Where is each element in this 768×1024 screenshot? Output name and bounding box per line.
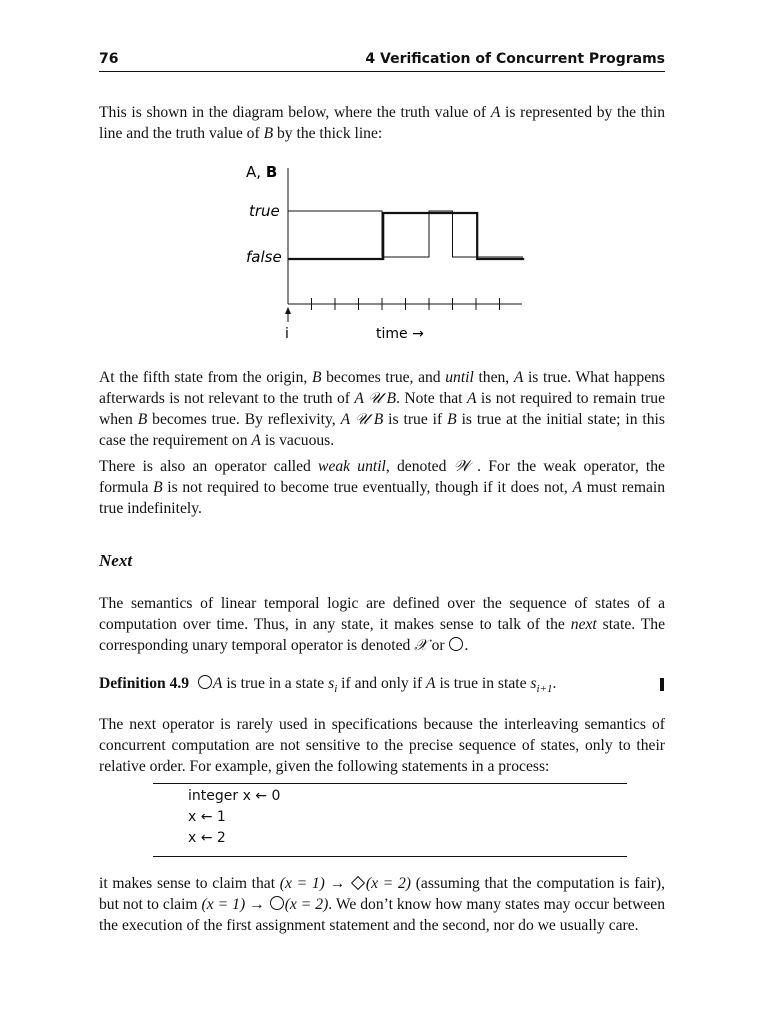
code-line-2: x ← 1 [188,809,226,825]
page-number: 76 [99,51,119,67]
next-paragraph: The semantics of linear temporal logic are defined over the sequence of states of a computation over time. Thus, in any state, it makes sense to talk of the next state. The corresponding unary temporal operator is denoted 𝒳 or . [99,595,666,654]
chapter-title: 4 Verification of Concurrent Programs [365,51,665,67]
until-paragraph: At the fifth state from the origin, B becomes true, and until then, A is true. What happens afterwards is not relevant to the truth of A 𝒰 B. Note that A is not required to remain true when B becomes true. By reflexivity, A 𝒰 B is true if B is true at the initial state; in this case the requirement on A is vacuous. [99,369,665,449]
origin-arrow-head [285,307,291,314]
next-operator-circle-icon [270,896,284,910]
axis-label: A, B [246,163,278,181]
weak-until-paragraph: There is also an operator called weak until, denoted 𝒲 . For the weak operator, the formula B is not required to become true eventually, though if it does not, A must remain true indefinitely. [99,458,666,517]
false-label: false [246,248,282,266]
truth-value-diagram [234,160,564,350]
next-operator-circle-icon [449,637,463,651]
definition-4-9: Definition 4.9 A is true in a state $s_i$ if and only if A is true in state $s_{i+1}$. [99,675,557,696]
thin-line-A [288,211,523,257]
rare-usage-paragraph: The next operator is rarely used in specifications because the interleaving semantics of concurrent computation are not sensitive to the precise sequence of states, only to their relative order. For example, given the following statements in a process: [99,716,665,775]
origin-label: i [285,326,289,342]
definition-end-mark [660,678,664,691]
code-line-1: integer x ← 0 [188,788,281,804]
next-operator-circle-icon [198,675,212,689]
code-block [153,783,627,857]
definition-label: Definition 4.9 [99,675,190,692]
true-label: true [249,202,280,220]
final-paragraph: it makes sense to claim that (x = 1) → (x = 2) (assuming that the computation is fair), but not to claim (x = 1) → (x = 2). We don’t know how many states may occur between the execution of the first assignment statement and the second, nor do we usually care. [99,875,665,934]
intro-paragraph: This is shown in the diagram below, where the truth value of A is represented by the thin line and the truth value of B by the thick line: [99,104,665,142]
section-heading-next: Next [99,551,133,570]
eventually-diamond-icon [351,876,365,890]
running-header [99,50,665,72]
thick-line-B [288,213,524,259]
code-line-3: x ← 2 [188,830,226,846]
time-label: time → [376,326,424,342]
